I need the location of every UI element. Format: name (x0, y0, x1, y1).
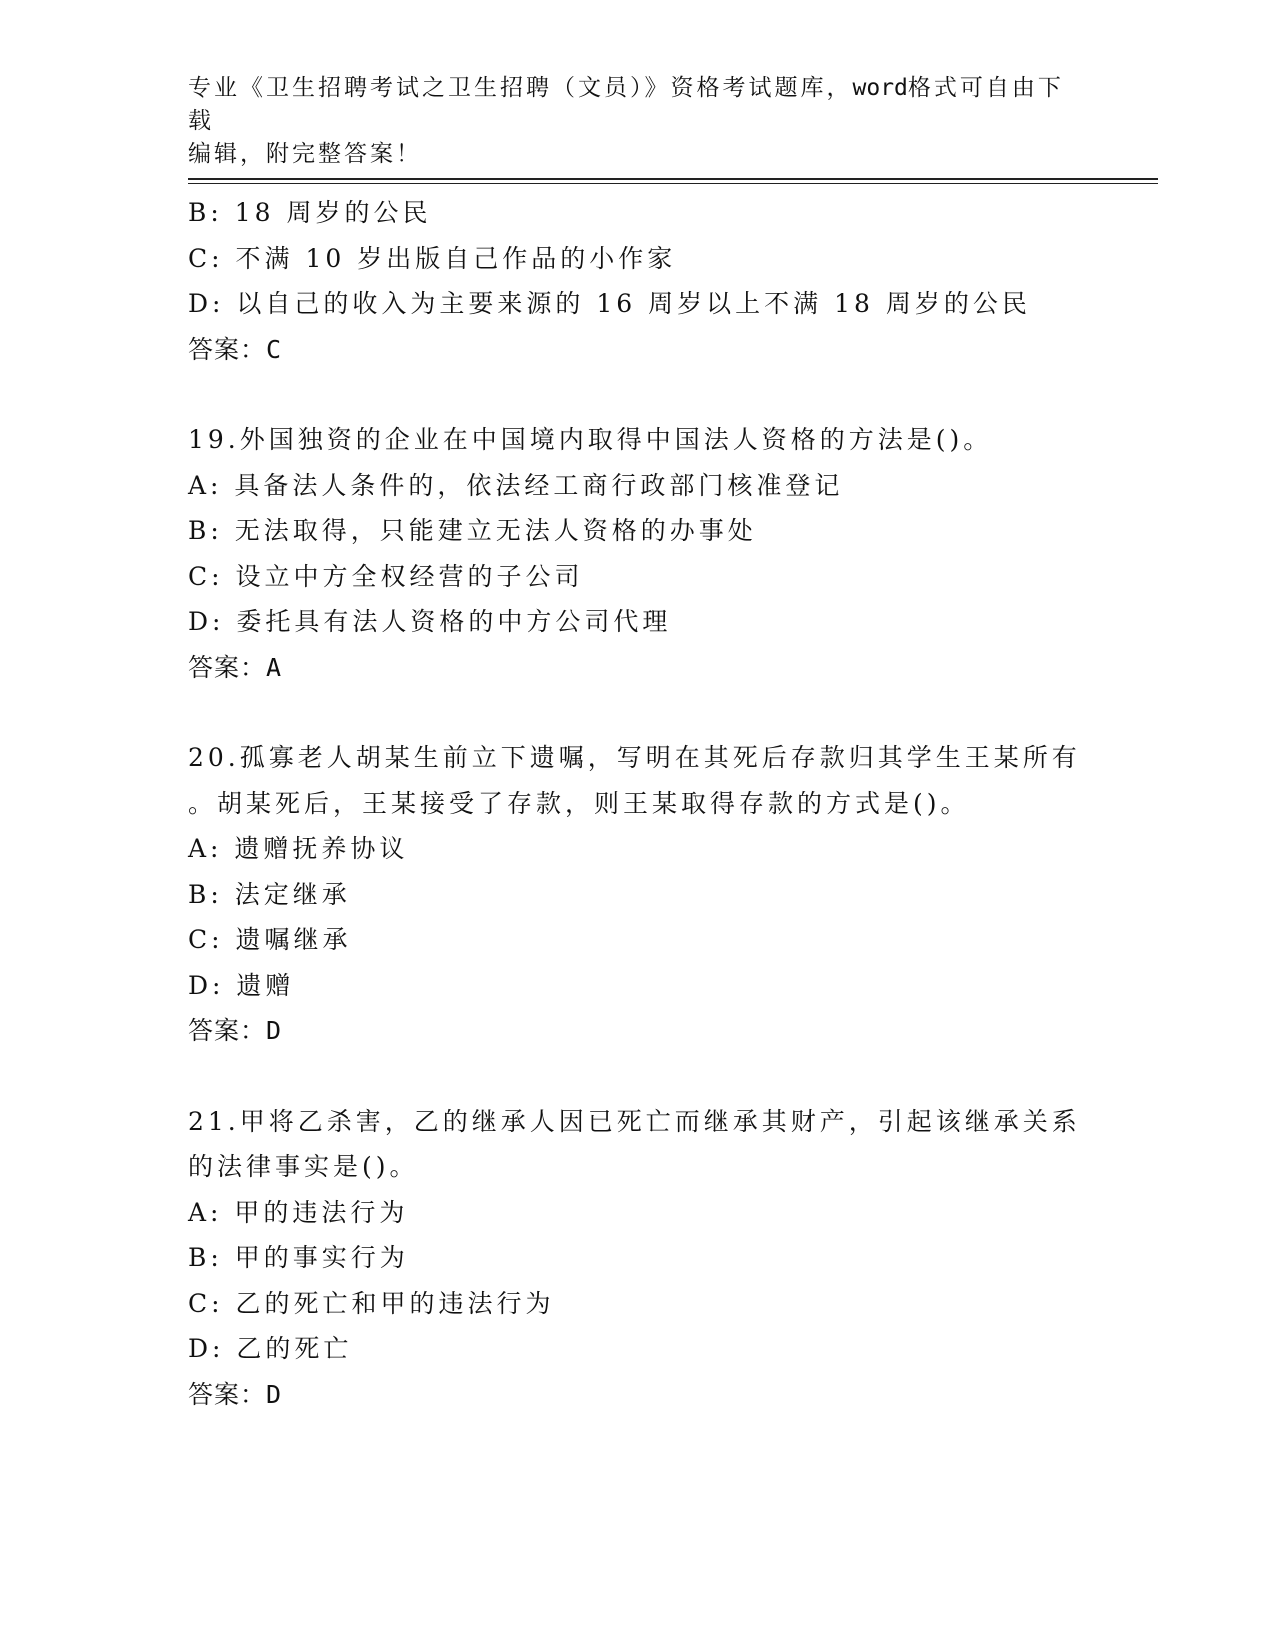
question-21 (188, 1099, 1088, 1418)
header-line-2: 编辑，附完整答案！ (188, 141, 422, 167)
option-c: C: 乙的死亡和甲的违法行为 (188, 1288, 555, 1318)
answer-value: D (266, 1016, 283, 1045)
header-line-1 (188, 72, 1068, 138)
answer-value: D (266, 1379, 283, 1409)
document-header (188, 72, 1068, 171)
question-stem-line-1: 20.孤寡老人胡某生前立下遗嘱，写明在其死后存款归其学生王某所有 (188, 743, 1081, 772)
header-text-part-2: 格式可自由下载 (188, 75, 1064, 134)
option-a: A: 甲的违法行为 (188, 1197, 409, 1227)
option-c: C: 不满 10 岁出版自己作品的小作家 (188, 243, 677, 273)
question-stem-line-2: 的法律事实是()。 (188, 1152, 419, 1181)
spacer (188, 1054, 1088, 1099)
answer-line (188, 645, 1088, 691)
question-19 (188, 417, 1088, 690)
spacer (188, 372, 1088, 417)
answer-label: 答案： (188, 1016, 267, 1045)
question-20 (188, 735, 1088, 1054)
option-d: D: 遗赠 (188, 970, 295, 1000)
option-a: A: 遗赠抚养协议 (188, 834, 409, 863)
option-a: A: 具备法人条件的，依法经工商行政部门核准登记 (188, 470, 844, 500)
header-word-label: word (852, 75, 908, 101)
option-c: C: 设立中方全权经营的子公司 (188, 561, 584, 591)
answer-label: 答案： (188, 652, 267, 682)
answer-line (188, 1008, 1088, 1054)
option-d: D: 委托具有法人资格的中方公司代理 (188, 607, 672, 636)
answer-value: A (266, 652, 283, 682)
spacer (188, 690, 1088, 735)
answer-line (188, 1372, 1088, 1418)
option-b: B: 18 周岁的公民 (188, 198, 432, 227)
answer-label: 答案： (188, 334, 267, 364)
option-d: D: 乙的死亡 (188, 1334, 353, 1363)
question-stem-line-1: 21.甲将乙杀害，乙的继承人因已死亡而继承其财产，引起该继承关系 (188, 1106, 1081, 1136)
header-text-part-1: 专业《卫生招聘考试之卫生招聘（文员）》资格考试题库， (188, 75, 853, 101)
answer-line (188, 327, 1088, 373)
option-c: C: 遗嘱继承 (188, 925, 352, 954)
answer-value: C (266, 334, 283, 364)
option-d: D: 以自己的收入为主要来源的 16 周岁以上不满 18 周岁的公民 (188, 289, 1031, 318)
header-divider-thick (188, 178, 1158, 180)
option-b: B: 法定继承 (188, 879, 351, 909)
question-fragment (188, 190, 1088, 372)
header-divider-thin (188, 183, 1158, 184)
option-b: B: 甲的事实行为 (188, 1243, 409, 1272)
question-stem-line-2: 。胡某死后，王某接受了存款，则王某取得存款的方式是()。 (188, 788, 970, 818)
answer-label: 答案： (188, 1379, 267, 1409)
question-stem: 19.外国独资的企业在中国境内取得中国法人资格的方法是()。 (188, 425, 993, 454)
option-b: B: 无法取得，只能建立无法人资格的办事处 (188, 516, 757, 545)
question-content (188, 190, 1088, 1417)
